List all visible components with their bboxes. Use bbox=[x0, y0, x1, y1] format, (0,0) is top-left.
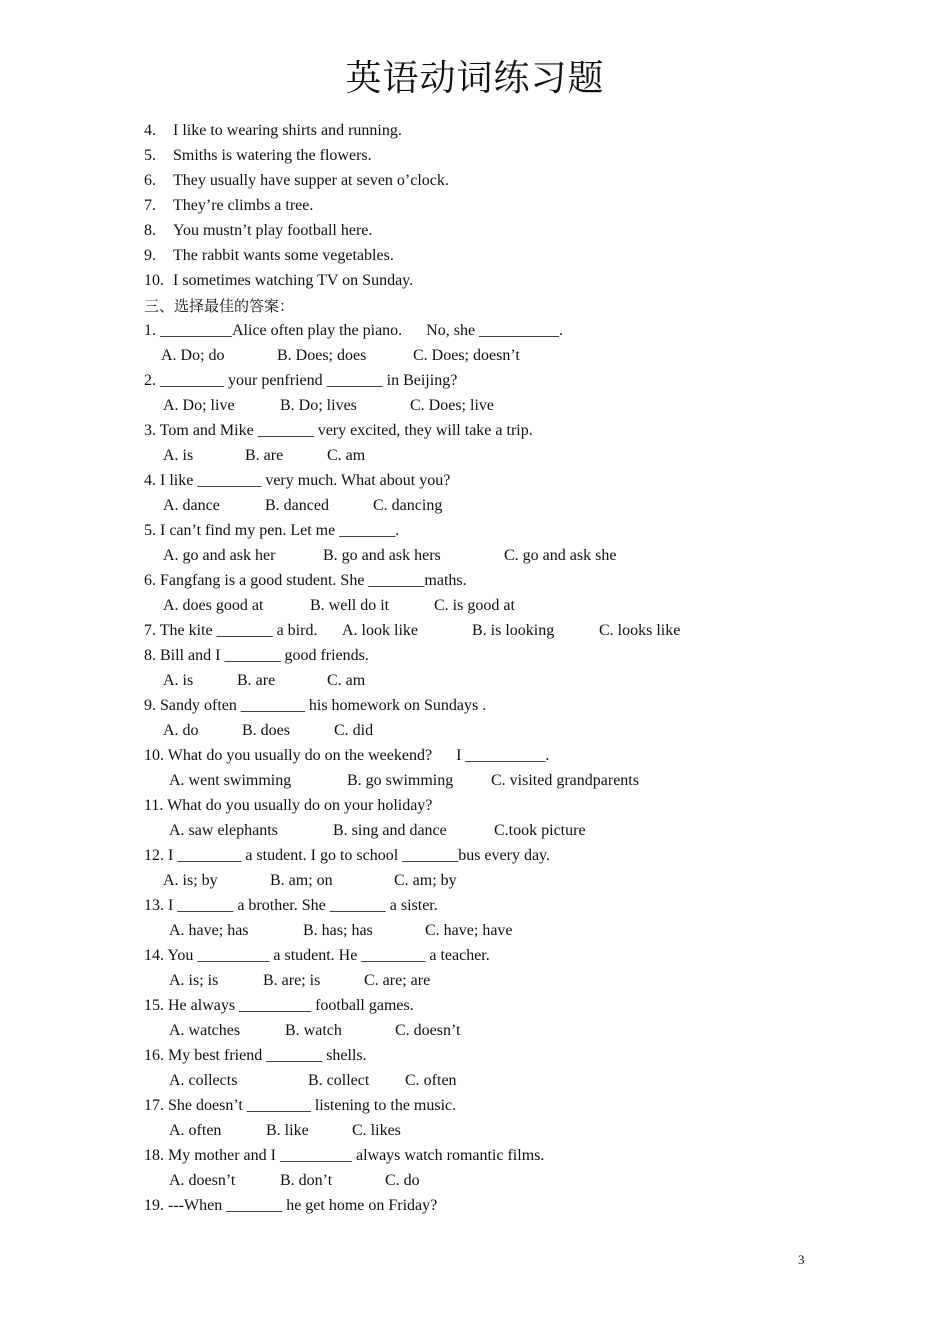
option: C. doesn’t bbox=[395, 1022, 461, 1039]
question: 9. Sandy often ________ his homework on Sundays . bbox=[144, 697, 487, 714]
option: B. watch bbox=[285, 1022, 342, 1039]
option: A. dance bbox=[163, 497, 220, 514]
option: C. go and ask she bbox=[504, 547, 617, 564]
option: B. is looking bbox=[472, 622, 555, 639]
question: 6. Fangfang is a good student. She _______maths. bbox=[144, 572, 467, 589]
option: B. don’t bbox=[280, 1172, 333, 1189]
question: 19. ---When _______ he get home on Friday? bbox=[144, 1197, 438, 1214]
option: A. is; by bbox=[163, 872, 218, 889]
question: 8. Bill and I _______ good friends. bbox=[144, 647, 369, 664]
option: C. Does; doesn’t bbox=[413, 347, 520, 364]
option: B. sing and dance bbox=[333, 822, 447, 839]
question: 15. He always _________ football games. bbox=[144, 997, 414, 1014]
option: B. am; on bbox=[270, 872, 333, 889]
option: C. visited grandparents bbox=[491, 772, 639, 789]
option: B. Does; does bbox=[277, 347, 367, 364]
option: A. went swimming bbox=[169, 772, 292, 789]
option: A. watches bbox=[169, 1022, 241, 1039]
question: 1. _________Alice often play the piano. No, she __________. bbox=[144, 322, 564, 339]
question: 12. I ________ a student. I go to school _______bus every day. bbox=[144, 847, 551, 864]
correction-item: 6. They usually have supper at seven o’clock. bbox=[144, 172, 449, 189]
option: C. am; by bbox=[394, 872, 457, 889]
correction-item: 4. I like to wearing shirts and running. bbox=[144, 122, 402, 139]
question: 7. The kite _______ a bird. bbox=[144, 622, 318, 639]
question: 18. My mother and I _________ always watch romantic films. bbox=[144, 1147, 545, 1164]
option: A. does good at bbox=[163, 597, 264, 614]
option: C.took picture bbox=[494, 822, 586, 839]
option: A. collects bbox=[169, 1072, 238, 1089]
option: C. often bbox=[405, 1072, 457, 1089]
option: C. looks like bbox=[599, 622, 681, 639]
option: B. well do it bbox=[310, 597, 390, 614]
question: 4. I like ________ very much. What about you? bbox=[144, 472, 451, 489]
option: B. are bbox=[237, 672, 276, 689]
section-heading: 三、选择最佳的答案： bbox=[144, 297, 295, 315]
option: C. dancing bbox=[373, 497, 443, 514]
option: B. like bbox=[266, 1122, 309, 1139]
option: A. Do; live bbox=[163, 397, 235, 414]
question: 2. ________ your penfriend _______ in Beijing? bbox=[144, 372, 458, 389]
correction-item: 10. I sometimes watching TV on Sunday. bbox=[144, 272, 414, 289]
option: B. go swimming bbox=[347, 772, 454, 789]
question: 3. Tom and Mike _______ very excited, they will take a trip. bbox=[144, 422, 533, 439]
question: 14. You _________ a student. He ________ a teacher. bbox=[144, 947, 490, 964]
option: C. have; have bbox=[425, 922, 513, 939]
option: C. am bbox=[327, 672, 366, 689]
option: C. did bbox=[334, 722, 374, 739]
page-number: 3 bbox=[798, 1252, 805, 1267]
option: A. look like bbox=[342, 622, 418, 639]
option: A. is bbox=[163, 447, 194, 464]
option: B. danced bbox=[265, 497, 329, 514]
option: A. do bbox=[163, 722, 199, 739]
option: A. Do; do bbox=[161, 347, 225, 364]
option: A. doesn’t bbox=[169, 1172, 236, 1189]
option: C. do bbox=[385, 1172, 420, 1189]
option: A. is; is bbox=[169, 972, 219, 989]
correction-item: 8. You mustn’t play football here. bbox=[144, 222, 373, 239]
question: 10. What do you usually do on the weekend? I __________. bbox=[144, 747, 550, 764]
page-title: 英语动词练习题 bbox=[345, 58, 605, 99]
question: 11. What do you usually do on your holiday? bbox=[144, 797, 433, 814]
option: C. are; are bbox=[364, 972, 431, 989]
option: C. is good at bbox=[434, 597, 515, 614]
option: B. are bbox=[245, 447, 284, 464]
correction-item: 9. The rabbit wants some vegetables. bbox=[144, 247, 394, 264]
option: B. has; has bbox=[303, 922, 373, 939]
question: 13. I _______ a brother. She _______ a sister. bbox=[144, 897, 438, 914]
option: A. have; has bbox=[169, 922, 249, 939]
option: C. am bbox=[327, 447, 366, 464]
question: 5. I can’t find my pen. Let me _______. bbox=[144, 522, 400, 539]
correction-item: 5. Smiths is watering the flowers. bbox=[144, 147, 372, 164]
correction-item: 7. They’re climbs a tree. bbox=[144, 197, 314, 214]
option: B. collect bbox=[308, 1072, 370, 1089]
option: B. go and ask hers bbox=[323, 547, 441, 564]
option: A. go and ask her bbox=[163, 547, 276, 564]
option: B. does bbox=[242, 722, 290, 739]
option: B. are; is bbox=[263, 972, 321, 989]
option: B. Do; lives bbox=[280, 397, 357, 414]
question: 16. My best friend _______ shells. bbox=[144, 1047, 367, 1064]
option: A. is bbox=[163, 672, 194, 689]
option: A. saw elephants bbox=[169, 822, 278, 839]
option: A. often bbox=[169, 1122, 222, 1139]
question: 17. She doesn’t ________ listening to the music. bbox=[144, 1097, 457, 1114]
option: C. likes bbox=[352, 1122, 401, 1139]
option: C. Does; live bbox=[410, 397, 494, 414]
